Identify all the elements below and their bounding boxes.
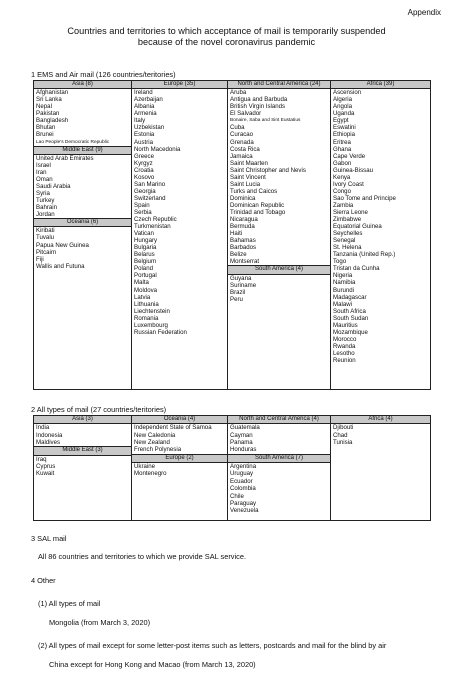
title-line-1: Countries and territories to which acceptance of mail is temporarily suspended bbox=[67, 26, 386, 36]
country-item: Gabon bbox=[333, 159, 352, 167]
country-item: Lao People's Democratic Republic bbox=[36, 139, 110, 145]
country-item: New Caledonia bbox=[134, 431, 176, 439]
country-item: Poland bbox=[134, 265, 153, 273]
region-header: South America (4) bbox=[228, 265, 330, 274]
country-item: Czech Republic bbox=[134, 216, 177, 224]
country-list bbox=[132, 424, 227, 454]
country-item: Saint Maarten bbox=[230, 159, 268, 167]
country-item: Morocco bbox=[333, 335, 357, 343]
country-item: Algeria bbox=[333, 96, 352, 104]
country-item: Equatorial Guinea bbox=[333, 223, 382, 231]
country-item: Mauritius bbox=[333, 321, 358, 329]
country-item: Cuba bbox=[230, 124, 245, 132]
region-header: South America (7) bbox=[228, 454, 330, 463]
country-item: Sierra Leone bbox=[333, 209, 368, 216]
country-item: Angola bbox=[333, 103, 352, 111]
s2-col1 bbox=[34, 416, 132, 521]
country-item: Spain bbox=[134, 201, 150, 209]
country-item: Saint Lucia bbox=[230, 180, 261, 188]
country-item: Zambia bbox=[333, 201, 354, 209]
country-item: Montenegro bbox=[134, 470, 167, 478]
country-item: New Zealand bbox=[134, 439, 170, 447]
country-item: Congo bbox=[333, 187, 351, 195]
country-item: Reunion bbox=[333, 356, 356, 364]
country-item: Ivory Coast bbox=[333, 180, 364, 188]
country-item: Moldova bbox=[134, 286, 158, 294]
country-list bbox=[228, 89, 330, 265]
country-item: South Sudan bbox=[333, 314, 369, 322]
country-item: Kuwait bbox=[36, 470, 55, 478]
country-item: Montserrat bbox=[230, 258, 260, 266]
country-item: Burundi bbox=[333, 286, 355, 294]
country-list bbox=[34, 89, 131, 145]
country-item: Tristan da Cunha bbox=[333, 265, 380, 273]
country-item: Nepal bbox=[36, 103, 52, 111]
country-item: India bbox=[36, 424, 50, 432]
country-item: Guatemala bbox=[230, 424, 260, 432]
section-2-heading: 2 All types of mail (27 countries/teritories) bbox=[31, 405, 167, 414]
country-list bbox=[331, 424, 430, 446]
country-item: Nigeria bbox=[333, 272, 353, 280]
country-item: Estonia bbox=[134, 131, 155, 139]
country-item: Egypt bbox=[333, 117, 349, 125]
country-item: Pakistan bbox=[36, 110, 60, 118]
country-item: Tunisia bbox=[333, 439, 353, 447]
country-list bbox=[34, 227, 131, 269]
country-item: Armenia bbox=[134, 110, 157, 118]
country-item: Iraq bbox=[36, 455, 47, 463]
country-item: Kosovo bbox=[134, 173, 155, 181]
country-item: Serbia bbox=[134, 209, 152, 216]
country-item: Bangladesh bbox=[36, 117, 69, 125]
country-item: Wallis and Futuna bbox=[36, 262, 85, 270]
appendix-label: Appendix bbox=[407, 8, 441, 17]
section-4-item-2-heading: (2) All types of mail except for some letter-post items such as letters, postcards and mail for the blind by air bbox=[38, 641, 387, 650]
country-item: Honduras bbox=[230, 446, 257, 454]
country-item: Pitcairn bbox=[36, 248, 57, 256]
country-item: Cyprus bbox=[36, 463, 56, 471]
country-item: Grenada bbox=[230, 138, 254, 146]
section-4-heading: 4 Other bbox=[31, 576, 56, 585]
country-item: Zimbabwe bbox=[333, 216, 362, 224]
country-item: Kyrgyz bbox=[134, 159, 153, 167]
country-item: Sri Lanka bbox=[36, 96, 62, 104]
country-item: Brunei bbox=[36, 131, 54, 139]
country-item: Madagascar bbox=[333, 293, 367, 301]
country-item: Dominica bbox=[230, 194, 256, 202]
country-item: Curacao bbox=[230, 131, 254, 139]
country-item: Latvia bbox=[134, 293, 151, 301]
country-item: Chad bbox=[333, 431, 348, 439]
country-list bbox=[331, 89, 430, 364]
country-item: Romania bbox=[134, 314, 159, 322]
country-item: Switzerland bbox=[134, 194, 166, 202]
country-item: Georgia bbox=[134, 187, 156, 195]
country-item: Antigua and Barbuda bbox=[230, 96, 288, 104]
country-item: Malta bbox=[134, 279, 149, 287]
country-item: Paraguay bbox=[230, 500, 257, 508]
country-item: Turkey bbox=[36, 197, 55, 205]
country-item: St. Helena bbox=[333, 244, 362, 252]
country-item: Ecuador bbox=[230, 477, 253, 485]
country-item: El Salvador bbox=[230, 110, 262, 118]
country-item: Colombia bbox=[230, 485, 256, 493]
country-item: Belize bbox=[230, 251, 247, 259]
country-item: Israel bbox=[36, 161, 51, 169]
country-item: Nicaragua bbox=[230, 216, 258, 224]
country-item: South Africa bbox=[333, 307, 366, 315]
country-item: Cayman bbox=[230, 431, 253, 439]
country-item: Austria bbox=[134, 138, 153, 146]
country-item: Seychelles bbox=[333, 230, 363, 238]
section-4-item-1-heading: (1) All types of mail bbox=[38, 599, 101, 608]
country-list bbox=[34, 456, 131, 478]
region-header: Africa (39) bbox=[331, 81, 430, 89]
country-item: Tuvalu bbox=[36, 234, 55, 242]
country-item: Fiji bbox=[36, 255, 44, 263]
country-item: Albania bbox=[134, 103, 155, 111]
country-item: Bahrain bbox=[36, 204, 58, 212]
section-4-item-1-text: Mongolia (from March 3, 2020) bbox=[49, 618, 151, 627]
country-item: Eritrea bbox=[333, 138, 351, 146]
country-item: Argentina bbox=[230, 463, 257, 471]
country-item: Ghana bbox=[333, 145, 352, 153]
country-item: Namibia bbox=[333, 279, 356, 287]
country-item: Ethiopia bbox=[333, 131, 356, 139]
s2-col2 bbox=[132, 416, 228, 521]
country-item: North Macedonia bbox=[134, 145, 181, 153]
country-list bbox=[228, 275, 330, 303]
country-list bbox=[34, 424, 131, 446]
country-item: Italy bbox=[134, 117, 146, 125]
country-item: Turks and Caicos bbox=[230, 187, 278, 195]
country-item: Jordan bbox=[36, 211, 55, 219]
country-item: Suriname bbox=[230, 281, 257, 289]
country-item: Portugal bbox=[134, 272, 157, 280]
country-item: Lithuania bbox=[134, 300, 159, 308]
region-header: Europe (2) bbox=[132, 454, 227, 463]
country-item: Senegal bbox=[333, 237, 356, 245]
section-4-item-2-text: China except for Hong Kong and Macao (from March 13, 2020) bbox=[49, 660, 256, 669]
country-item: French Polynesia bbox=[134, 446, 182, 454]
country-item: Dominican Republic bbox=[230, 201, 285, 209]
region-header: Asia (8) bbox=[34, 81, 131, 89]
region-header: Asia (3) bbox=[34, 416, 131, 424]
country-item: Ascension bbox=[333, 89, 362, 97]
country-list bbox=[132, 89, 227, 336]
country-item: Costa Rica bbox=[230, 145, 260, 153]
section-2-table bbox=[33, 415, 431, 521]
country-item: Sao Tome and Principe bbox=[333, 194, 396, 202]
country-item: Ukraine bbox=[134, 463, 155, 471]
region-header: Europe (35) bbox=[132, 81, 227, 89]
country-item: Cape Verde bbox=[333, 152, 366, 160]
section-1-table bbox=[33, 80, 431, 390]
country-item: Venezuela bbox=[230, 507, 259, 515]
s1-col4 bbox=[331, 81, 431, 390]
country-item: Turkmenistan bbox=[134, 223, 171, 231]
s2-col4 bbox=[331, 416, 431, 521]
country-item: Eswatini bbox=[333, 124, 356, 132]
country-item: Belarus bbox=[134, 251, 155, 259]
country-item: Hungary bbox=[134, 237, 158, 245]
country-item: Djibouti bbox=[333, 424, 354, 432]
country-item: Independent State of Samoa bbox=[134, 424, 212, 432]
region-header: North and Central America (24) bbox=[228, 81, 330, 89]
country-item: Uruguay bbox=[230, 470, 254, 478]
country-item: Indonesia bbox=[36, 431, 63, 439]
country-list bbox=[132, 463, 227, 478]
s1-col3 bbox=[228, 81, 331, 390]
region-header: Oceania (4) bbox=[132, 416, 227, 424]
country-item: Guinea-Bissau bbox=[333, 166, 373, 174]
country-item: Russian Federation bbox=[134, 328, 187, 336]
country-item: Bermuda bbox=[230, 223, 255, 231]
section-3-heading: 3 SAL mail bbox=[31, 534, 67, 543]
country-item: Lesotho bbox=[333, 349, 355, 357]
country-item: Guyana bbox=[230, 274, 252, 282]
country-item: Kiribati bbox=[36, 227, 55, 235]
section-3-text: All 86 countries and territories to which we provide SAL service. bbox=[38, 552, 246, 561]
country-item: Trinidad and Tobago bbox=[230, 209, 286, 216]
section-1-heading: 1 EMS and Air mail (126 countries/teritories) bbox=[31, 70, 176, 79]
country-item: Syria bbox=[36, 190, 50, 198]
region-header: Middle East (9) bbox=[34, 146, 131, 155]
country-item: Liechtenstein bbox=[134, 307, 170, 315]
country-item: British Virgin Islands bbox=[230, 103, 286, 111]
country-item: Croatia bbox=[134, 166, 154, 174]
country-item: Aruba bbox=[230, 89, 247, 97]
country-item: Iran bbox=[36, 168, 47, 176]
country-item: Togo bbox=[333, 258, 347, 266]
s1-col2 bbox=[132, 81, 228, 390]
country-item: Kenya bbox=[333, 173, 351, 181]
country-item: Mozambique bbox=[333, 328, 368, 336]
country-item: Saint Christopher and Nevis bbox=[230, 166, 306, 174]
country-item: Saint Vincent bbox=[230, 173, 266, 181]
country-item: Uganda bbox=[333, 110, 355, 118]
country-item: Chile bbox=[230, 492, 244, 500]
country-item: Afghanistan bbox=[36, 89, 69, 97]
country-item: Vatican bbox=[134, 230, 154, 238]
country-item: Barbados bbox=[230, 244, 257, 252]
country-item: Haiti bbox=[230, 230, 243, 238]
region-header: Oceania (6) bbox=[34, 218, 131, 227]
country-item: Maldives bbox=[36, 439, 61, 447]
document-title bbox=[0, 26, 453, 48]
s2-col3 bbox=[228, 416, 331, 521]
country-item: United Arab Emirates bbox=[36, 154, 94, 162]
country-item: Bhutan bbox=[36, 124, 56, 132]
country-item: Brazil bbox=[230, 288, 246, 296]
region-header: Africa (4) bbox=[331, 416, 430, 424]
country-list bbox=[34, 155, 131, 218]
country-item: Azerbaijan bbox=[134, 96, 163, 104]
country-item: Panama bbox=[230, 439, 253, 447]
country-item: Papua New Guinea bbox=[36, 241, 89, 249]
country-item: Ireland bbox=[134, 89, 153, 97]
title-line-2: because of the novel coronavirus pandemic bbox=[137, 37, 316, 47]
country-item: Rwanda bbox=[333, 342, 356, 350]
country-item: Saudi Arabia bbox=[36, 182, 71, 190]
country-item: Luxembourg bbox=[134, 321, 168, 329]
country-item: Bahamas bbox=[230, 237, 256, 245]
country-item: Bulgaria bbox=[134, 244, 157, 252]
country-item: Oman bbox=[36, 175, 53, 183]
country-item: Greece bbox=[134, 152, 154, 160]
country-item: Peru bbox=[230, 295, 243, 303]
country-list bbox=[228, 463, 330, 515]
country-item: Jamaica bbox=[230, 152, 253, 160]
country-item: Tanzania (United Rep.) bbox=[333, 251, 396, 259]
country-item: San Marino bbox=[134, 180, 166, 188]
country-list bbox=[228, 424, 330, 454]
country-item: Belgium bbox=[134, 258, 157, 266]
country-item: Bonaire, Saba and Sint Eustatius bbox=[230, 118, 301, 124]
country-item: Malawi bbox=[333, 300, 352, 308]
country-item: Uzbekistan bbox=[134, 124, 165, 132]
region-header: Middle East (3) bbox=[34, 446, 131, 455]
s1-col1 bbox=[34, 81, 132, 390]
region-header: North and Central America (4) bbox=[228, 416, 330, 424]
